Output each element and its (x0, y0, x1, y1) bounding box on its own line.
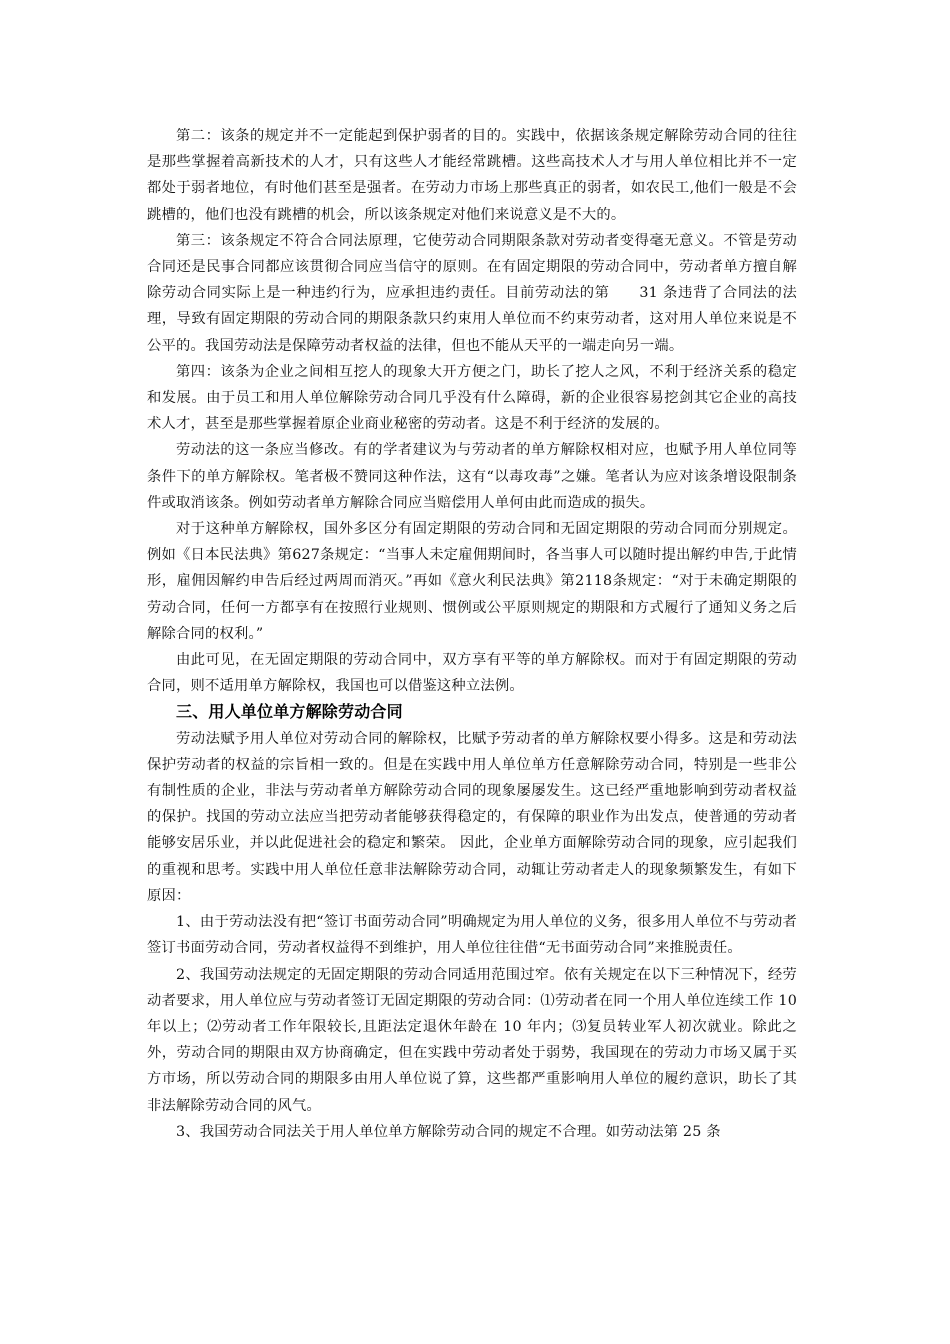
paragraph-fourth-point: 第四：该条为企业之间相互挖人的现象大开方便之门，助长了挖人之风，不利于经济关系的稳定和发展。由于员工和用人单位解除劳动合同几乎没有什么障碍，新的企业很容易挖剑其它企业的高技术人才，甚至是那些掌握着原企业商业秘密的劳动者。这是不利于经济的发展的。 (147, 363, 797, 433)
section-heading: 三、用人单位单方解除劳动合同 (176, 702, 403, 722)
paragraph-reason-1: 1、由于劳动法没有把“签订书面劳动合同”明确规定为用人单位的义务，很多用人单位不与劳动者签订书面劳动合同，劳动者权益得不到维护，用人单位往往借“无书面劳动合同”来推脱责任。 (147, 914, 797, 957)
paragraph-reason-3: 3、我国劳动合同法关于用人单位单方解除劳动合同的规定不合理。如劳动法第 25 条 (176, 1123, 721, 1140)
paragraph-second-point: 第二：该条的规定并不一定能起到保护弱者的目的。实践中，依据该条规定解除劳动合同的往往是那些掌握着高新技术的人才，只有这些人才能经常跳槽。这些高技术人才与用人单位相比并不一定都处于弱者地位，有时他们甚至是强者。在劳动力市场上那些真正的弱者，如农民工,他们一般是不会跳槽的，他们也没有跳槽的机会，所以该条规定对他们来说意义是不大的。 (147, 128, 797, 223)
document-page (147, 123, 797, 1145)
paragraph-third-point: 第三：该条规定不符合合同法原理，它使劳动合同期限条款对劳动者变得毫无意义。不管是劳动合同还是民事合同都应该贯彻合同应当信守的原则。在有固定期限的劳动合同中，劳动者单方擅自解除劳动合同实际上是一种违约行为，应承担违约责任。目前劳动法的第 31 条违背了合同法的法理，导致有固定期限的劳动合同的期限条款只约束用人单位而不约束劳动者，这对用人单位来说是不公平的。我国劳动法是保障劳动者权益的法律，但也不能从天平的一端走向另一端。 (147, 232, 797, 354)
paragraph-amendment-proposal: 劳动法的这一条应当修改。有的学者建议为与劳动者的单方解除权相对应，也赋予用人单位同等条件下的单方解除权。笔者极不赞同这种作法，这有“以毒攻毒”之嫌。笔者认为应对该条增设限制条件或取消该条。例如劳动者单方解除合同应当赔偿用人单何由此而造成的损失。 (147, 442, 797, 511)
paragraph-employer-termination-intro: 劳动法赋予用人单位对劳动合同的解除权，比赋予劳动者的单方解除权要小得多。这是和劳动法保护劳动者的权益的宗旨相一致的。但是在实践中用人单位单方任意解除劳动合同，特别是一些非公有制性质的企业，非法与劳动者单方解除劳动合同的现象屡屡发生。这已经严重地影响到劳动者权益的保护。找国的劳动立法应当把劳动者能够获得稳定的，有保障的职业作为出发点，使普通的劳动者能够安居乐业，并以此促进社会的稳定和繁荣。 因此，企业单方面解除劳动合同的现象，应引起我们的重视和思考。实践中用人单位任意非法解除劳动合同，动辄让劳动者走人的现象频繁发生，有如下原因： (147, 730, 797, 904)
paragraph-reason-2: 2、我国劳动法规定的无固定期限的劳动合同适用范围过窄。依有关规定在以下三种情况下，经劳动者要求，用人单位应与劳动者签订无固定期限的劳动合同：⑴劳动者在同一个用人单位连续工作 10 年以上；⑵劳动者工作年限较长,且距法定退休年龄在 10 年内；⑶复员转业军人初次就业。除此之外，劳动合同的期限由双方协商确定，但在实践中劳动者处于弱势，我国现在的劳动力市场又属于买方市场，所以劳动合同的期限多由用人单位说了算，这些都严重影响用人单位的履约意识，助长了其非法解除劳动合同的风气。 (147, 966, 797, 1114)
paragraph-foreign-law: 对于这种单方解除权，国外多区分有固定期限的劳动合同和无固定期限的劳动合同而分别规定。例如《日本民法典》第627条规定：“当事人未定雇佣期间时，各当事人可以随时提出解约申告,于此情形，雇佣因解约申告后经过两周而消灭。”再如《意火利民法典》第2118条规定：“对于未确定期限的劳动合同，任何一方都享有在按照行业规则、惯例或公平原则规定的期限和方式履行了通知义务之后解除合同的权利。” (147, 521, 797, 642)
paragraph-conclusion: 由此可见，在无固定期限的劳动合同中，双方享有平等的单方解除权。而对于有固定期限的劳动合同，则不适用单方解除权，我国也可以借鉴这种立法例。 (147, 652, 797, 695)
